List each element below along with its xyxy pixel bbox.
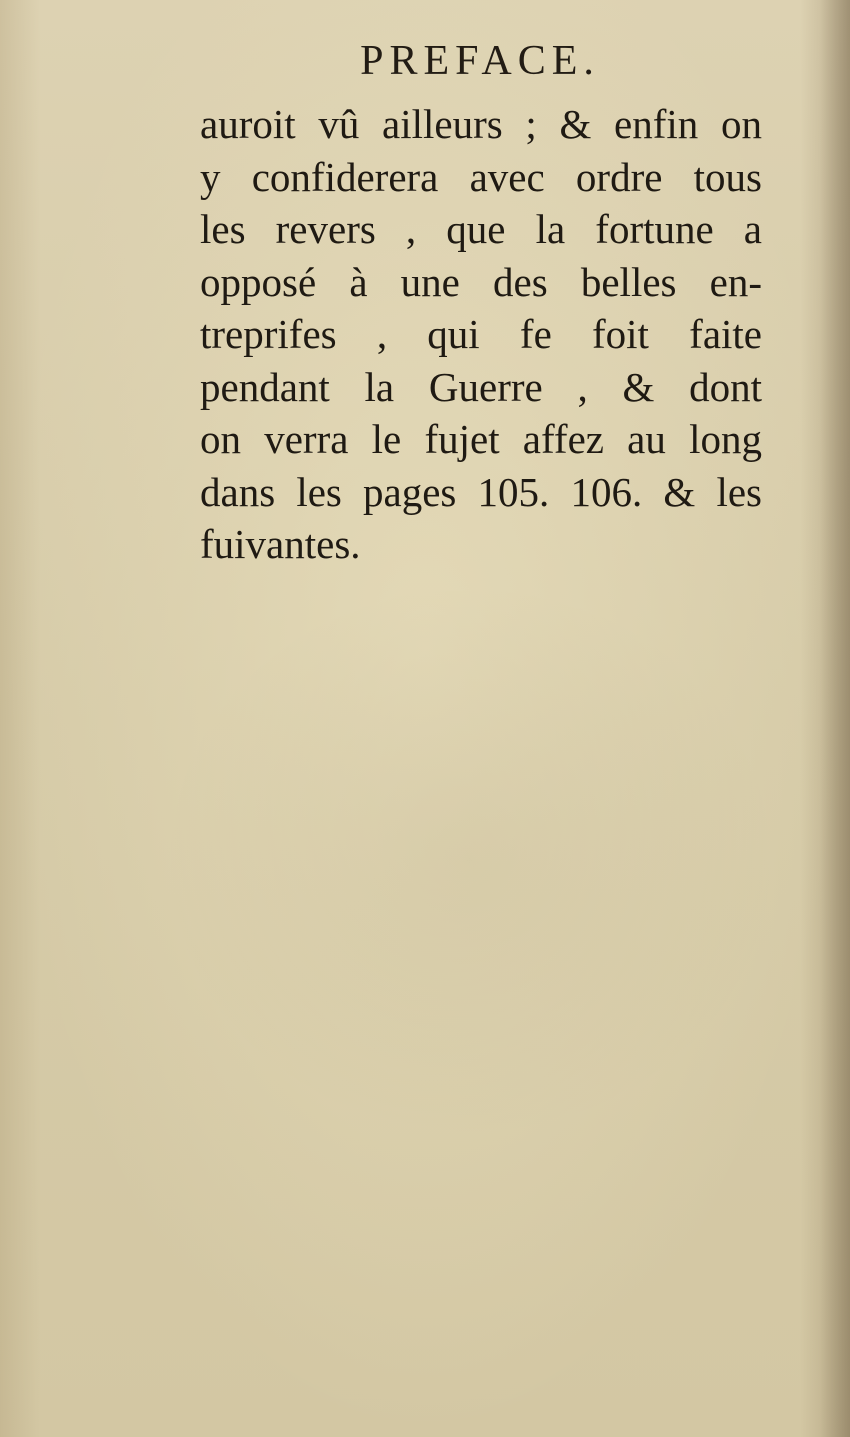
- running-title: PREFACE.: [360, 38, 600, 84]
- text-line: les revers , que la fortune a: [200, 206, 762, 252]
- ink-bleed-through: [160, 580, 780, 1140]
- body-text: [200, 98, 762, 571]
- text-line: on verra le fujet affez au long: [200, 416, 762, 462]
- text-line: pendant la Guerre , & dont: [200, 363, 762, 410]
- text-line: fuivantes.: [200, 521, 361, 567]
- text-line: treprifes , qui fe foit faite: [200, 311, 762, 357]
- text-line: dans les pages 105. 106. & les: [200, 468, 762, 515]
- text-line: auroit vû ailleurs ; & enfin on: [200, 101, 762, 147]
- page-edge-shadow: [820, 0, 850, 1437]
- text-line: y confiderera avec ordre tous: [200, 153, 762, 200]
- text-line: opposé à une des belles en-: [200, 258, 762, 305]
